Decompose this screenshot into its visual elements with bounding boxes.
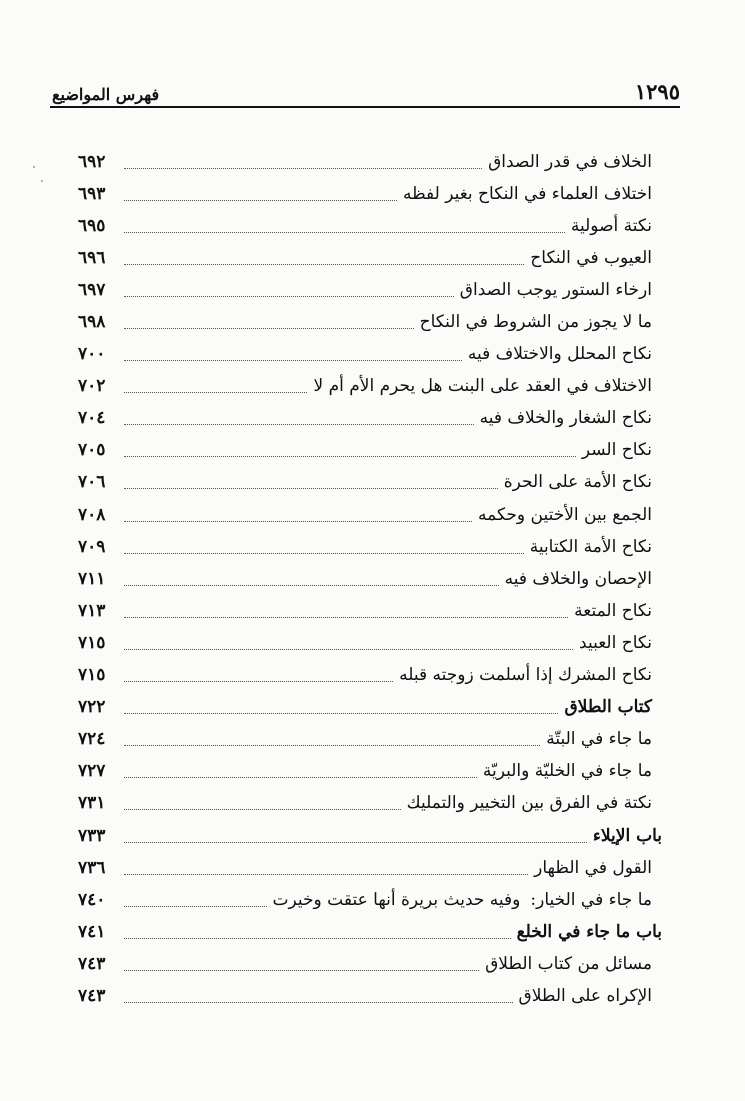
dot-leader — [124, 809, 401, 810]
toc-entry — [78, 563, 662, 595]
dot-leader — [124, 713, 558, 714]
toc-entry-title-text: الإكراه على الطلاق — [518, 985, 652, 1006]
toc-entry — [78, 660, 662, 692]
toc-entry — [78, 178, 662, 210]
toc-entry-page: ٧٠٥ — [78, 440, 106, 461]
toc-entry-page: ٧٣٣ — [78, 825, 106, 846]
toc-entry — [78, 499, 662, 531]
toc-entry-page: ٧١٥ — [78, 632, 106, 653]
running-title: فهرس المواضيع — [52, 85, 160, 104]
toc-entry — [78, 595, 662, 627]
toc-entry-title — [478, 504, 662, 525]
toc-entry-title — [313, 378, 662, 395]
toc-entry-page: ٧٢٤ — [78, 729, 106, 750]
toc-entry-title — [399, 667, 662, 684]
toc-entry-title-text: نكاح المشرك إذا أسلمت زوجته قبله — [399, 665, 652, 686]
toc-entry — [78, 884, 662, 916]
toc-entry-page: ٧٤٣ — [78, 953, 106, 974]
dot-leader — [124, 970, 479, 971]
toc-entry-title-text: ما جاء في الخليّة والبريّة — [482, 761, 652, 782]
dot-leader — [124, 874, 528, 875]
toc-entry-title — [459, 279, 662, 300]
toc-entry-title — [516, 921, 662, 942]
toc-entry — [78, 435, 662, 467]
toc-entry-title-text: العيوب في النكاح — [530, 247, 652, 268]
toc-entry — [78, 980, 662, 1012]
toc-entry-title-text: ما لا يجوز من الشروط في النكاح — [419, 312, 652, 333]
toc-entry-title-text: نكاح الشغار والخلاف فيه — [479, 408, 652, 429]
toc-entry-title — [570, 215, 662, 236]
toc-entry-page: ٧٢٧ — [78, 761, 106, 782]
toc-entry-page: ٧٤١ — [78, 921, 106, 942]
toc-entry-page: ٦٩٧ — [78, 279, 106, 300]
toc-entry — [78, 627, 662, 659]
toc-entry-title — [564, 699, 662, 716]
toc-entry-title-text: القول في الظهار — [534, 857, 652, 878]
dot-leader — [124, 168, 482, 169]
toc-entry-title — [488, 151, 662, 172]
toc-entry — [78, 531, 662, 563]
toc-entry — [78, 339, 662, 371]
toc-entry-page: ٦٩٢ — [78, 151, 106, 172]
toc-entry — [78, 210, 662, 242]
dot-leader — [124, 521, 472, 522]
toc-entry-page: ٦٩٥ — [78, 215, 106, 236]
toc-entry-title-text: كتاب الطلاق — [564, 697, 652, 718]
toc-entry-title — [504, 474, 662, 491]
dot-leader — [124, 938, 511, 939]
toc-entry-title — [504, 568, 662, 589]
toc-entry-title-text: نكاح السر — [581, 440, 652, 461]
toc-entry-title-text: نكاح المتعة — [574, 600, 652, 621]
dot-leader — [124, 777, 477, 778]
toc-entry-title-text: الجمع بين الأختين وحكمه — [478, 504, 652, 525]
toc-entry-title — [592, 825, 662, 846]
toc-entry-title — [582, 442, 662, 459]
dot-leader — [124, 328, 414, 329]
toc-entry — [78, 948, 662, 980]
toc-entry-title — [480, 410, 662, 427]
toc-entry — [78, 242, 662, 274]
dot-leader — [124, 456, 576, 457]
dot-leader — [124, 296, 454, 297]
toc-entry — [78, 820, 662, 852]
scan-speck — [33, 166, 35, 168]
dot-leader — [124, 649, 573, 650]
toc-entry-title-text: اختلاف العلماء في النكاح بغير لفظه — [402, 183, 652, 204]
dot-leader — [124, 488, 498, 489]
toc-entry — [78, 692, 662, 724]
toc-entry-title-text: الإحصان والخلاف فيه — [504, 568, 652, 589]
toc-entry-page: ٧٠٨ — [78, 504, 106, 525]
toc-entry-title — [574, 600, 662, 621]
toc-entry — [78, 724, 662, 756]
toc-entry-title-text: ما جاء في البتّة — [546, 729, 652, 750]
dot-leader — [124, 585, 499, 586]
toc-entry — [78, 306, 662, 338]
toc-entry-title — [420, 314, 662, 331]
dot-leader — [124, 553, 524, 554]
dot-leader — [124, 745, 540, 746]
toc-entry-title-text: نكاح الأمة على الحرة — [503, 472, 652, 493]
toc-entry-title — [546, 731, 662, 748]
toc-entry-title — [518, 985, 662, 1006]
toc-entry-title-text: باب ما جاء في الخلع — [516, 921, 662, 942]
toc-entry-page: ٧٤٣ — [78, 985, 106, 1006]
toc-entry-page: ٧٠٠ — [78, 344, 106, 365]
dot-leader — [124, 200, 397, 201]
toc-entry-page: ٦٩٦ — [78, 247, 106, 268]
dot-leader — [124, 842, 587, 843]
toc-entry — [78, 852, 662, 884]
page-header — [52, 74, 680, 104]
toc-entry-title-text: نكتة في الفرق بين التخيير والتمليك — [406, 793, 652, 814]
toc-entry — [78, 403, 662, 435]
toc-entry — [78, 146, 662, 178]
toc-entry — [78, 274, 662, 306]
dot-leader — [124, 424, 474, 425]
toc-entry-page: ٧٠٢ — [78, 376, 106, 397]
toc-entry-title — [483, 763, 662, 780]
toc-entry-title-text: ارخاء الستور يوجب الصداق — [459, 279, 652, 300]
toc-entry-title-text: نكاح العبيد — [579, 632, 652, 653]
dot-leader — [124, 392, 307, 393]
dot-leader — [124, 617, 568, 618]
toc-entry — [78, 371, 662, 403]
toc-entry-title — [529, 536, 662, 557]
toc-entry-page: ٧٣٦ — [78, 857, 106, 878]
toc-entry-title — [534, 857, 662, 878]
toc-entry-title-text: باب الإيلاء — [592, 825, 662, 846]
toc-entry-page: ٦٩٣ — [78, 183, 106, 204]
toc-entry-page: ٧٤٠ — [78, 889, 106, 910]
toc-entry-page: ٦٩٨ — [78, 312, 106, 333]
dot-leader — [124, 681, 393, 682]
scan-speck — [41, 180, 43, 182]
toc-entry-title — [402, 183, 662, 204]
toc-entry-title-text: مسائل من كتاب الطلاق — [485, 953, 652, 974]
toc-entry-title-text: نكتة أصولية — [570, 215, 652, 236]
dot-leader — [124, 264, 524, 265]
toc-entry-title-text: ما جاء في الخيار: — [530, 889, 652, 910]
toc-entry-title-text: نكاح الأمة الكتابية — [529, 536, 652, 557]
toc-entry-page: ٧٣١ — [78, 793, 106, 814]
toc-entry-title-text: الخلاف في قدر الصداق — [488, 151, 652, 172]
toc-entry-title — [272, 889, 662, 910]
toc-entry-title — [468, 346, 662, 363]
toc-entry-page: ٧٠٤ — [78, 408, 106, 429]
toc-entry-note: وفيه حديث بريرة أنها عتقت وخيرت — [272, 889, 521, 910]
toc-entry-title — [485, 953, 662, 974]
toc-entry-page: ٧٠٦ — [78, 472, 106, 493]
dot-leader — [124, 906, 267, 907]
toc-entry — [78, 756, 662, 788]
toc-entry-title — [579, 632, 662, 653]
toc-entry — [78, 467, 662, 499]
toc-entry-title — [530, 247, 662, 268]
toc-entry-page: ٧١٥ — [78, 665, 106, 686]
toc-entry-title-text: الاختلاف في العقد على البنت هل يحرم الأم أم لا — [313, 376, 652, 397]
dot-leader — [124, 1002, 513, 1003]
toc-entry-page: ٧١٣ — [78, 600, 106, 621]
dot-leader — [124, 232, 565, 233]
toc-entry — [78, 788, 662, 820]
table-of-contents — [78, 146, 662, 1013]
toc-entry-title-text: نكاح المحلل والاختلاف فيه — [467, 344, 652, 365]
toc-entry — [78, 916, 662, 948]
toc-entry-page: ٧٢٢ — [78, 697, 106, 718]
dot-leader — [124, 360, 462, 361]
toc-entry-title — [407, 795, 662, 812]
toc-entry-page: ٧١١ — [78, 568, 106, 589]
toc-entry-page: ٧٠٩ — [78, 536, 106, 557]
page-number: ١٢٩٥ — [634, 79, 680, 104]
header-rule — [50, 106, 680, 108]
